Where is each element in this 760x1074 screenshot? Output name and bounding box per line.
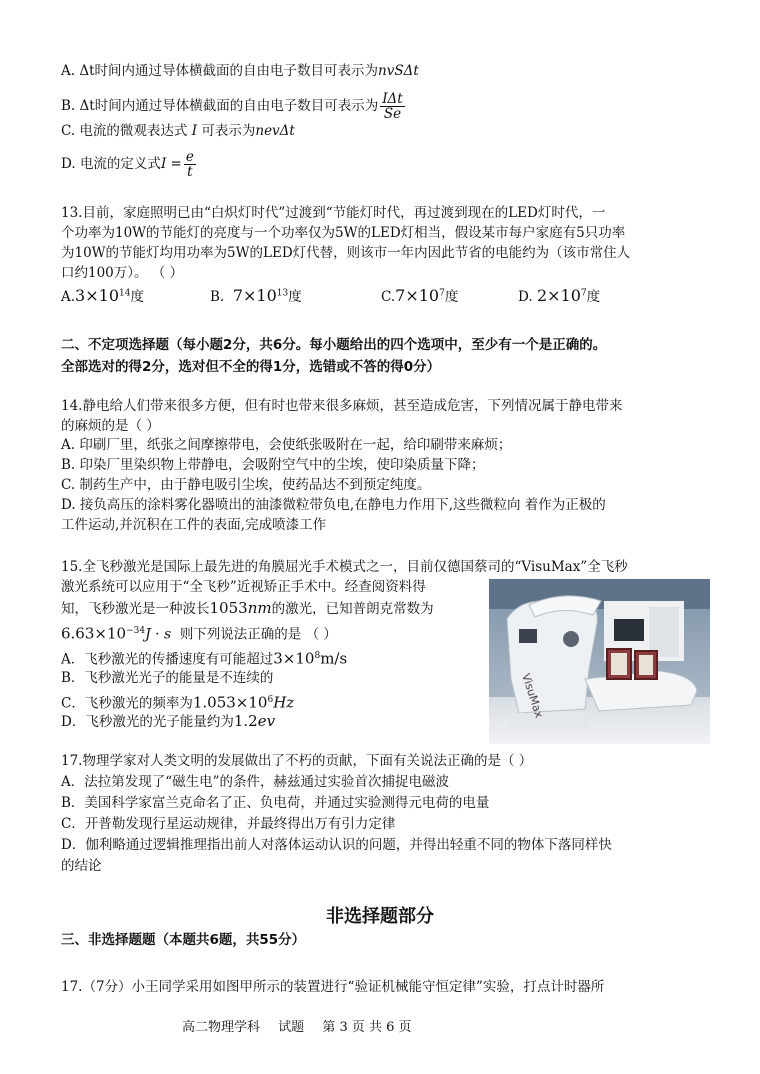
footer-subject: 高二物理学科 [182, 1020, 261, 1035]
q13-line-3: 为10W的节能灯均用功率为5W的LED灯代替，则该市一年内因此节省的电能约为（该市常住人 [61, 245, 631, 261]
q17a-option-c: C．开普勒发现行星运动规律，并最终得出万有引力定律 [61, 816, 396, 832]
q15-line-1: 15.全飞秒激光是国际上最先进的角膜屈光手术模式之一，目前仅德国蔡司的“VisuMax”全飞秒 [61, 559, 628, 575]
q15-line-3: 知，飞秒激光是一种波长1053nm的激光，已知普朗克常数为 [61, 599, 434, 617]
section-2-line-2: 全部选对的得2分，选对但不全的得1分，选错或不答的得0分） [61, 359, 441, 375]
section-3-heading: 三、非选择题题（本题共6题，共55分） [61, 932, 306, 948]
q13-line-4: 口约100万）。 （ ） [61, 265, 184, 281]
q15-option-a: A．飞秒激光的传播速度有可能超过$3\times 10^8m/s$ [61, 649, 348, 668]
part-title: 非选择题部分 [326, 906, 434, 927]
q13-line-1: 13.目前，家庭照明已由“白炽灯时代”过渡到“节能灯时代，再过渡到现在的LED灯时代，一 [61, 205, 606, 221]
q12-option-b: B. Δt时间内通过导体横截面的自由电子数目可表示为 $\frac{\text{IΔt}}{Se}$ [61, 91, 403, 122]
q17a-option-a: A．法拉第发现了“磁生电”的条件，赫兹通过实验首次捕捉电磁波 [61, 774, 450, 790]
q12-option-a: A. Δt时间内通过导体横截面的自由电子数目可表示为nvSΔt [61, 63, 419, 79]
q14-line-1: 14.静电给人们带来很多方便，但有时也带来很多麻烦，甚至造成危害，下列情况属于静电带来 [61, 398, 623, 414]
q14-option-c: C. 制药生产中，由于静电吸引尘埃，使药品达不到预定纯度。 [61, 477, 431, 493]
q13-option-d: D. $2\times 10^7$度 [518, 286, 601, 305]
q12-option-d: D. 电流的定义式I = $\frac{e}{t}$ [61, 149, 194, 180]
q17a-option-d-1: D．伽利略通过逻辑推理指出前人对落体运动认识的问题，并得出轻重不同的物体下落同样快 [61, 837, 612, 853]
footer-page: 第 3 页 共 6 页 [322, 1020, 412, 1035]
q12-option-c: C. 电流的微观表达式 I 可表示为nevΔt [61, 123, 295, 139]
fraction: $\frac{e}{t}$ [185, 149, 194, 180]
q17b-line-1: 17.（7分）小王同学采用如图甲所示的装置进行“验证机械能守恒定律”实验，打点计时器所 [61, 979, 605, 995]
q13-option-a: $A.3\times 10^{14}$度 [61, 286, 144, 305]
q15-option-c: C．飞秒激光的频率为$1.053\times 10^6Hz$ [61, 693, 295, 712]
q13-option-b: B. $7\times 10^{13}$度 [210, 286, 302, 305]
q17a-option-b: B．美国科学家富兰克命名了正、负电荷，并通过实验测得元电荷的电量 [61, 795, 490, 811]
q13-option-c: $C.7\times 10^7$度 [381, 286, 459, 305]
q14-line-2: 的麻烦的是（ ） [61, 418, 160, 434]
q14-option-b: B. 印染厂里染织物上带静电，会吸附空气中的尘埃，使印染质量下降； [61, 457, 485, 473]
q17a-line-1: 17.物理学家对人类文明的发展做出了不朽的贡献，下面有关说法正确的是（ ） [61, 753, 533, 769]
section-2-line-1: 二、不定项选择题（每小题2分，共6分。每小题给出的四个选项中，至少有一个是正确的。 [61, 337, 607, 353]
visumax-machine-photo [489, 579, 710, 744]
q14-option-a: A. 印刷厂里，纸张之间摩擦带电，会使纸张吸附在一起，给印刷带来麻烦； [61, 437, 512, 453]
q13-line-2: 个功率为10W的节能灯的亮度与一个功率仅为5W的LED灯相当，假设某市每户家庭有5只功率 [61, 225, 626, 241]
q15-line-4: $6.63\times 10^{-34}J \cdot s$ 则下列说法正确的是 （ ） [61, 624, 337, 643]
q15-option-d: D．飞秒激光的光子能量约为1.2ev [61, 712, 276, 730]
fraction: $\frac{\text{IΔt}}{Se}$ [382, 91, 403, 122]
q17a-option-d-2: 的结论 [61, 858, 102, 874]
q15-option-b: B．飞秒激光光子的能量是不连续的 [61, 670, 274, 686]
q14-option-d-1: D. 接负高压的涂料雾化器喷出的油漆微粒带负电,在静电力作用下,这些微粒向 着作为正极的 [61, 497, 606, 513]
q14-option-d-2: 工件运动,并沉积在工件的表面,完成喷漆工作 [61, 517, 327, 533]
photo-machine-label: VisuMax [519, 671, 546, 720]
q15-line-2: 激光系统可以应用于“全飞秒”近视矫正手术中。经查阅资料得 [61, 579, 426, 595]
footer-paper: 试题 [278, 1020, 305, 1035]
page-footer [182, 1016, 426, 1035]
